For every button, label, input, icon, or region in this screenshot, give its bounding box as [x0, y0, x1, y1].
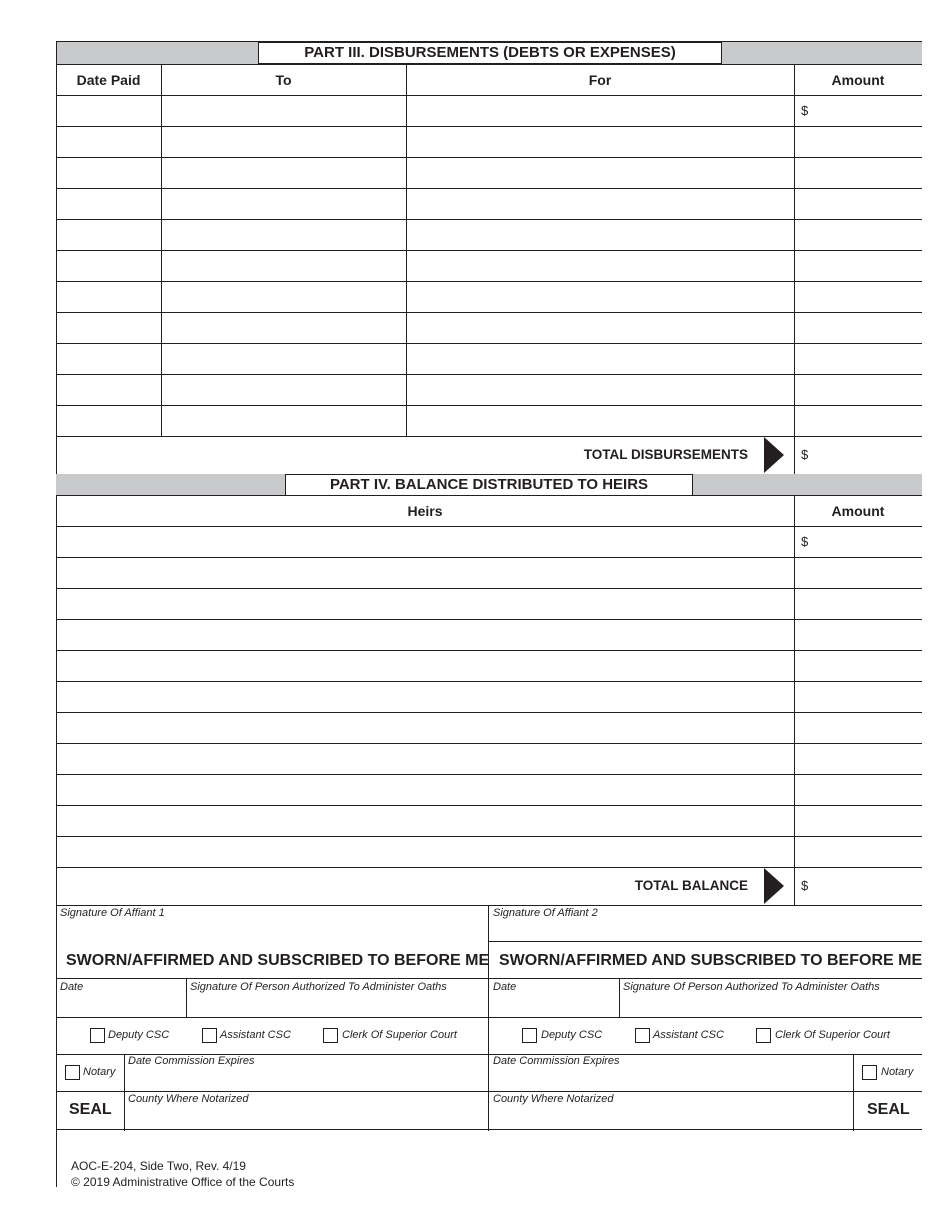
deputy-csc-checkbox-left[interactable] — [90, 1028, 105, 1043]
col-heirs: Heirs — [407, 503, 443, 519]
county-label-left: County Where Notarized — [128, 1093, 249, 1105]
assistant-csc-label-left: Assistant CSC — [220, 1029, 291, 1041]
part3-title: PART III. DISBURSEMENTS (DEBTS OR EXPENSES) — [258, 42, 722, 64]
seal-label-left: SEAL — [69, 1101, 112, 1118]
clerk-label-right: Clerk Of Superior Court — [775, 1029, 890, 1041]
form-id: AOC-E-204, Side Two, Rev. 4/19 — [71, 1159, 246, 1173]
date-label-right: Date — [493, 981, 517, 993]
assistant-csc-checkbox-left[interactable] — [202, 1028, 217, 1043]
heir-amount-field[interactable] — [794, 526, 922, 557]
sworn-heading-left: SWORN/AFFIRMED AND SUBSCRIBED TO BEFORE ME — [66, 952, 490, 969]
notary-checkbox-right[interactable] — [862, 1065, 877, 1080]
assistant-csc-label-right: Assistant CSC — [653, 1029, 724, 1041]
deputy-csc-checkbox-right[interactable] — [522, 1028, 537, 1043]
notary-label-right: Notary — [881, 1066, 914, 1078]
arrow-right-icon — [764, 437, 784, 473]
assistant-csc-checkbox-right[interactable] — [635, 1028, 650, 1043]
deputy-csc-label-left: Deputy CSC — [108, 1029, 170, 1041]
authorized-signature-label-right: Signature Of Person Authorized To Administer Oaths — [623, 981, 880, 993]
total-disbursements-field[interactable] — [794, 436, 922, 474]
clerk-checkbox-left[interactable] — [323, 1028, 338, 1043]
disbursement-amount-field[interactable] — [794, 95, 922, 126]
affiant1-signature-label: Signature Of Affiant 1 — [60, 907, 165, 919]
date-label-left: Date — [60, 981, 84, 993]
total-disbursements-label: TOTAL DISBURSEMENTS — [583, 447, 748, 462]
deputy-csc-label-right: Deputy CSC — [541, 1029, 603, 1041]
affiant2-signature-label: Signature Of Affiant 2 — [493, 907, 598, 919]
arrow-right-icon — [764, 868, 784, 904]
col-amount: Amount — [831, 72, 885, 88]
clerk-label-left: Clerk Of Superior Court — [342, 1029, 457, 1041]
total-balance-field[interactable] — [794, 867, 922, 905]
total-balance-label: TOTAL BALANCE — [634, 878, 748, 893]
col-to: To — [275, 72, 292, 88]
dollar-sign: $ — [801, 878, 809, 893]
notary-checkbox-left[interactable] — [65, 1065, 80, 1080]
dollar-sign: $ — [801, 447, 809, 462]
part4-title: PART IV. BALANCE DISTRIBUTED TO HEIRS — [285, 474, 693, 496]
col-heirs-amount: Amount — [831, 503, 885, 519]
seal-label-right: SEAL — [867, 1101, 910, 1118]
col-for: For — [588, 72, 612, 88]
copyright: © 2019 Administrative Office of the Courts — [71, 1175, 295, 1189]
dollar-sign: $ — [801, 534, 809, 549]
commission-label-right: Date Commission Expires — [493, 1055, 620, 1067]
sworn-heading-right: SWORN/AFFIRMED AND SUBSCRIBED TO BEFORE ME — [499, 952, 923, 969]
col-date-paid: Date Paid — [76, 72, 141, 88]
notary-label-left: Notary — [83, 1066, 116, 1078]
dollar-sign: $ — [801, 103, 809, 118]
county-label-right: County Where Notarized — [493, 1093, 614, 1105]
clerk-checkbox-right[interactable] — [756, 1028, 771, 1043]
commission-label-left: Date Commission Expires — [128, 1055, 255, 1067]
authorized-signature-label-left: Signature Of Person Authorized To Administer Oaths — [190, 981, 447, 993]
